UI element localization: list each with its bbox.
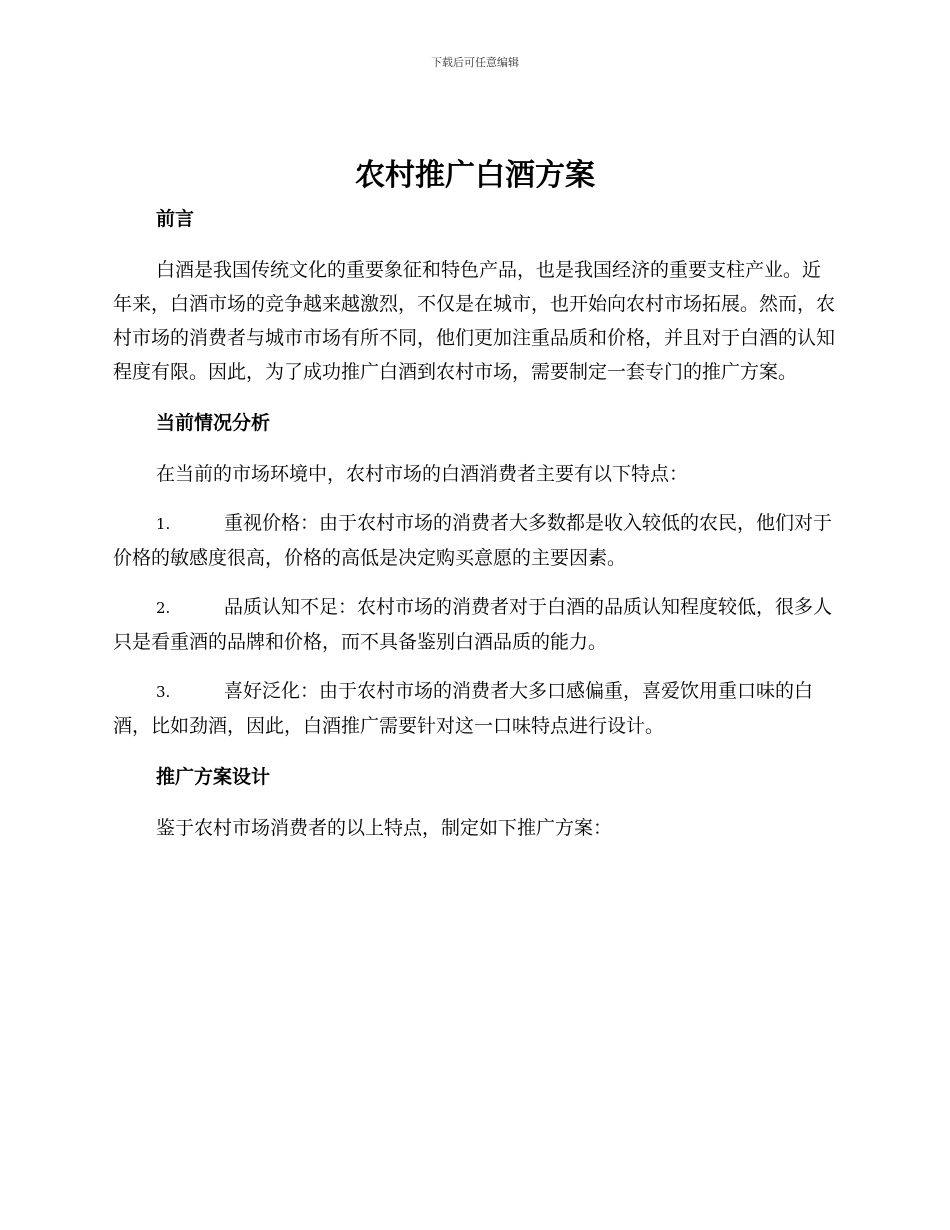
list-item-text: 品质认知不足：农村市场的消费者对于白酒的品质认知程度较低，很多人只是看重酒的品牌和价格，而不具备鉴别白酒品质的能力。 bbox=[113, 596, 833, 653]
list-item-text: 喜好泛化：由于农村市场的消费者大多口感偏重，喜爱饮用重口味的白酒，比如劲酒，因此，白酒推广需要针对这一口味特点进行设计。 bbox=[113, 680, 814, 737]
design-intro: 鉴于农村市场消费者的以上特点，制定如下推广方案： bbox=[156, 817, 613, 839]
list-item-number: 1. bbox=[156, 515, 171, 533]
analysis-intro: 在当前的市场环境中，农村市场的白酒消费者主要有以下特点： bbox=[156, 463, 689, 485]
list-item-text: 重视价格：由于农村市场的消费者大多数都是收入较低的农民，他们对于价格的敏感度很高，价格的高低是决定购买意愿的主要因素。 bbox=[113, 512, 833, 569]
preface-paragraph: 白酒是我国传统文化的重要象征和特色产品，也是我国经济的重要支柱产业。近年来，白酒市场的竞争越来越激烈，不仅是在城市，也开始向农村市场拓展。然而，农村市场的消费者与城市市场有所不同，他们更加注重品质和价格，并且对于白酒的认知程度有限。因此，为了成功推广白酒到农村市场，需要制定一套专门的推广方案。 bbox=[113, 259, 836, 383]
document-body bbox=[113, 200, 835, 845]
document-title: 农村推广白酒方案 bbox=[355, 158, 595, 193]
section-heading-analysis: 当前情况分析 bbox=[156, 412, 271, 434]
list-item bbox=[113, 590, 835, 659]
list-item bbox=[113, 506, 835, 575]
list-item-number: 2. bbox=[156, 599, 171, 617]
section-heading-design: 推广方案设计 bbox=[156, 766, 271, 788]
page-header-note: 下载后可任意编辑 bbox=[431, 56, 519, 69]
list-item-number: 3. bbox=[156, 683, 171, 701]
section-heading-preface: 前言 bbox=[156, 208, 195, 230]
list-item bbox=[113, 674, 835, 743]
